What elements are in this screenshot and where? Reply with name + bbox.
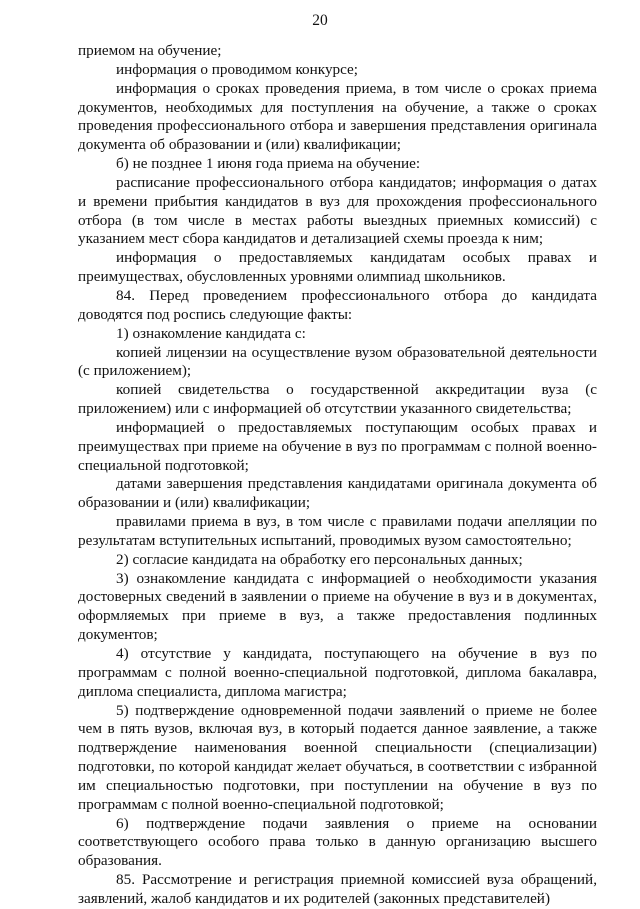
page-number: 20 bbox=[312, 12, 328, 29]
paragraph: информация о проводимом конкурсе; bbox=[116, 60, 359, 78]
paragraph: информацией о предоставляемых поступающим особых правах и преимуществах при приеме на обучение в вуз по программам с полной военно-специальной подготовкой; bbox=[78, 418, 597, 474]
paragraph: правилами приема в вуз, в том числе с правилами подачи апелляции по результатам вступительных испытаний, проводимых вузом самостоятельно; bbox=[78, 513, 597, 549]
paragraph: приемом на обучение; bbox=[78, 42, 222, 59]
paragraph: информация о сроках проведения приема, в том числе о сроках приема документов, необходимых для поступления на обучение, а также о сроках проведения профессионального отбора и завершения представления оригинала документа об образовании и (или) квалификации; bbox=[78, 79, 597, 154]
paragraph: 3) ознакомление кандидата с информацией о необходимости указания достоверных сведений в заявлении о приеме на обучение в вуз и в документах, оформляемых при приеме в вуз, а также предоставления подлинных документов; bbox=[78, 569, 597, 644]
paragraph: 84. Перед проведением профессионального отбора до кандидата доводятся под роспись следующие факты: bbox=[78, 286, 597, 323]
paragraph: информация о предоставляемых кандидатам особых правах и преимуществах, обусловленных уровнями олимпиад школьников. bbox=[78, 249, 597, 286]
paragraph: расписание профессионального отбора кандидатов; информация о датах и времени прибытия кандидатов в вуз для прохождения профессионального отбора (в том числе в местах работы выездных приемных комиссий) с указанием мест сбора кандидатов и детализацией схемы проезда к ним; bbox=[78, 173, 597, 248]
paragraph: 6) подтверждение подачи заявления о приеме на основании соответствующего особого права только в данную организацию высшего образования. bbox=[78, 814, 597, 870]
paragraph: 85. Рассмотрение и регистрация приемной комиссией вуза обращений, заявлений, жалоб кандидатов и их родителей (законных представителей) bbox=[78, 871, 597, 907]
paragraph: копией свидетельства о государственной аккредитации вуза (с приложением) или с информацией об отсутствии указанного свидетельства; bbox=[78, 381, 597, 418]
paragraph: 2) согласие кандидата на обработку его персональных данных; bbox=[116, 550, 523, 568]
paragraph: 5) подтверждение одновременной подачи заявлений о приеме не более чем в пять вузов, включая вуз, в который подается данное заявление, а также подтверждение наименования военной специальности (специализации) подготовки, по которой кандидат желает обучаться, в соответствии с избранной им специальностью подготовки, при поступлении на обучение в вуз по программам с полной военно-специальной подготовкой; bbox=[78, 701, 597, 813]
paragraph: б) не позднее 1 июня года приема на обучение: bbox=[116, 155, 421, 173]
paragraph: 4) отсутствие у кандидата, поступающего на обучение в вуз по программам с полной военно-специальной подготовкой, диплома бакалавра, диплома специалиста, диплома магистра; bbox=[78, 645, 597, 700]
paragraph: датами завершения представления кандидатами оригинала документа об образовании и (или) квалификации; bbox=[78, 475, 597, 512]
document-body bbox=[78, 42, 597, 909]
paragraph: 1) ознакомление кандидата с: bbox=[116, 324, 306, 342]
paragraph: копией лицензии на осуществление вузом образовательной деятельности (с приложением); bbox=[78, 343, 597, 380]
